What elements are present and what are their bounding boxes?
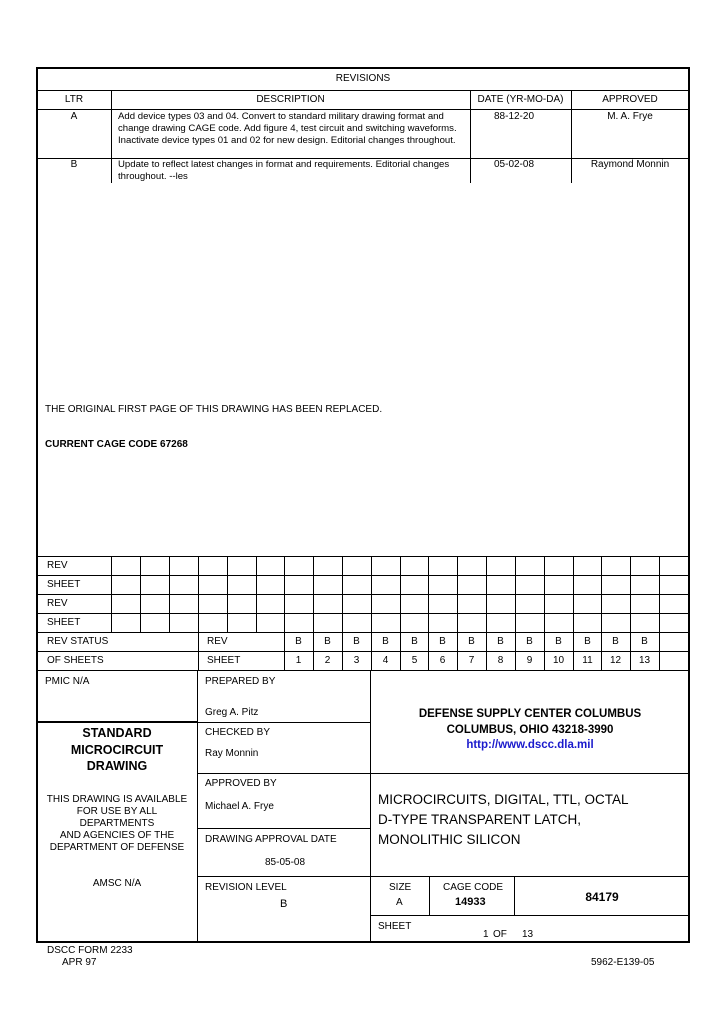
prepared-by-label: PREPARED BY [205, 676, 276, 687]
title-line-3: MONOLITHIC SILICON [378, 832, 521, 847]
standard-microcircuit-drawing [37, 725, 197, 775]
std-line-3: DRAWING [86, 759, 148, 773]
footer-form: DSCC FORM 2233 [47, 945, 133, 956]
footer-doc-number: 5962-E139-05 [591, 957, 655, 968]
rev-status-rev-cell: B [324, 636, 331, 647]
rev-status-sheet-cell: 7 [468, 655, 475, 666]
col-header-date: DATE (YR-MO-DA) [477, 94, 564, 105]
checked-by-value: Ray Monnin [205, 748, 259, 759]
std-line-2: MICROCIRCUIT [70, 742, 164, 757]
size-label: SIZE [389, 882, 412, 893]
rev-status-rev-cell: B [584, 636, 591, 647]
rev-status-rev-cell: B [295, 636, 302, 647]
avail-line-5: DEPARTMENT OF DEFENSE [49, 842, 185, 853]
approval-date-value: 85-05-08 [265, 857, 306, 868]
pmic-label: PMIC N/A [45, 676, 90, 687]
rev-status-rev-header: REV [207, 636, 228, 647]
rev-status-rev-cell: B [497, 636, 504, 647]
revision-row-a-approved: M. A. Frye [607, 111, 653, 122]
sheet-total: 13 [522, 929, 534, 940]
rev-status-rev-cell: B [526, 636, 533, 647]
avail-line-3: DEPARTMENTS [79, 818, 155, 829]
cage-code-value: 14933 [455, 896, 486, 908]
sheet-label: SHEET [378, 921, 412, 932]
title-line-1: MICROCIRCUITS, DIGITAL, TTL, OCTAL [378, 792, 629, 807]
org-url-link[interactable]: http://www.dscc.dla.mil [466, 739, 594, 751]
rev-status-rev-cell: B [353, 636, 360, 647]
sheet-of: OF [493, 929, 507, 940]
rev-status-rev-cell: B [382, 636, 389, 647]
revision-row-b-description: Update to reflect latest changes in format and requirements. Editorial changes throughout. --les [118, 159, 450, 182]
rev-status-sheet-cell: 12 [609, 655, 622, 666]
grid-sheet-label-2: SHEET [47, 617, 81, 628]
avail-line-1: THIS DRAWING IS AVAILABLE [46, 794, 188, 805]
of-sheets-label: OF SHEETS [47, 655, 104, 666]
avail-line-4: AND AGENCIES OF THE [59, 830, 175, 841]
rev-status-sheet-cell: 3 [353, 655, 360, 666]
revision-row-a-date: 88-12-20 [493, 111, 535, 122]
col-header-description: DESCRIPTION [256, 94, 325, 105]
grid-sheet-label-1: SHEET [47, 579, 81, 590]
revisions-title: REVISIONS [335, 73, 391, 84]
std-line-1: STANDARD [82, 726, 152, 740]
rev-status-sheet-cell: 9 [526, 655, 533, 666]
replaced-note: THE ORIGINAL FIRST PAGE OF THIS DRAWING HAS BEEN REPLACED. [45, 404, 383, 415]
avail-line-2: FOR USE BY ALL [76, 806, 158, 817]
rev-status-sheet-cell: 1 [295, 655, 302, 666]
rev-status-rev-cell: B [612, 636, 619, 647]
rev-status-sheet-cell: 8 [497, 655, 504, 666]
rev-status-sheet-cell: 11 [582, 655, 593, 666]
current-cage-note: CURRENT CAGE CODE 67268 [45, 439, 188, 450]
revision-row-a-description: Add device types 03 and 04. Convert to standard military drawing format and change drawing CAGE code. Add figure 4, test circuit and switching waveforms. Inactivate device types 01 and 02 for new design. Editorial changes throughout. [118, 111, 457, 146]
approval-date-label: DRAWING APPROVAL DATE [205, 834, 337, 845]
rev-status-rev-cell: B [411, 636, 418, 647]
revision-row-b-date: 05-02-08 [493, 159, 535, 170]
approved-by-value: Michael A. Frye [205, 801, 274, 812]
checked-by-label: CHECKED BY [205, 727, 271, 738]
drawing-number: 84179 [585, 890, 619, 904]
org-name: DEFENSE SUPPLY CENTER COLUMBUS [418, 708, 642, 720]
amsc-label: AMSC N/A [92, 878, 142, 889]
drawing-title [378, 790, 629, 850]
rev-status-sheet-cell: 4 [382, 655, 389, 666]
cage-code-label: CAGE CODE [443, 882, 504, 893]
availability-statement [37, 794, 197, 854]
rev-status-rev-cell: B [641, 636, 648, 647]
revision-row-b-approved: Raymond Monnin [590, 159, 670, 170]
rev-status-sheet-cell: 13 [638, 655, 651, 666]
grid-rev-label-2: REV [47, 598, 68, 609]
rev-status-label: REV STATUS [47, 636, 109, 647]
revision-level-label: REVISION LEVEL [205, 882, 287, 893]
rev-status-rev-cell: B [468, 636, 475, 647]
title-line-2: D-TYPE TRANSPARENT LATCH, [378, 812, 582, 827]
approved-by-label: APPROVED BY [205, 778, 277, 789]
revision-row-b-ltr: B [70, 159, 78, 170]
sheet-number: 1 [483, 929, 489, 940]
rev-status-sheet-cell: 6 [439, 655, 446, 666]
prepared-by-value: Greg A. Pitz [205, 707, 259, 718]
rev-status-sheet-cell: 5 [411, 655, 418, 666]
rev-status-rev-cell: B [439, 636, 446, 647]
rev-status-sheet-cell: 2 [324, 655, 331, 666]
rev-status-rev-cell: B [555, 636, 562, 647]
rev-status-sheet-header: SHEET [207, 655, 241, 666]
org-city: COLUMBUS, OHIO 43218-3990 [446, 724, 614, 736]
size-value: A [396, 897, 403, 908]
grid-rev-label-1: REV [47, 560, 68, 571]
rev-status-sheet-cell: 10 [552, 655, 565, 666]
revision-row-a-ltr: A [70, 111, 78, 122]
revision-level-value: B [280, 898, 288, 910]
col-header-ltr: LTR [64, 94, 84, 105]
col-header-approved: APPROVED [602, 94, 658, 105]
footer-form-date: APR 97 [62, 957, 97, 968]
